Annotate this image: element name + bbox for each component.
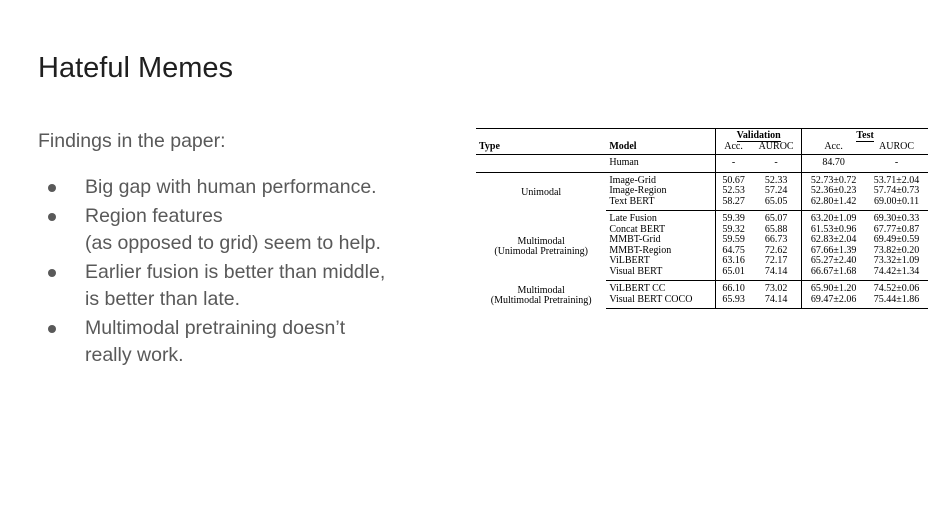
val-auroc-cell: 72.62 xyxy=(764,244,788,256)
test-acc-cell: 52.36±0.23 xyxy=(802,186,865,197)
test-auroc-cell: 73.82±0.20 xyxy=(873,244,920,256)
test-acc-cell: 65.27±2.40 xyxy=(802,256,865,267)
val-acc-cell: 59.59 xyxy=(716,235,751,246)
finding-item xyxy=(38,259,468,313)
type-line: (Multimodal Pretraining) xyxy=(490,295,592,306)
table-row xyxy=(476,172,928,186)
table-row xyxy=(476,155,928,173)
val-auroc-cell: 65.05 xyxy=(751,197,802,211)
section-multimodal-unimodal-pretraining xyxy=(476,211,928,281)
type-line: Multimodal xyxy=(517,284,565,296)
table-row xyxy=(476,211,928,225)
test-acc-cell: 84.70 xyxy=(802,155,865,173)
bullet-dot-icon xyxy=(48,184,56,192)
model-cell: Concat BERT xyxy=(609,223,666,235)
val-acc-cell: - xyxy=(716,155,751,173)
model-cell: MMBT-Grid xyxy=(609,234,661,245)
val-auroc-cell: 66.73 xyxy=(764,234,788,245)
val-auroc-cell: 65.07 xyxy=(764,213,788,224)
slide-subtitle: Findings in the paper: xyxy=(38,130,226,152)
test-auroc-cell: 53.71±2.04 xyxy=(873,174,920,186)
test-auroc-cell: 69.30±0.33 xyxy=(873,213,920,224)
section-human xyxy=(476,155,928,173)
model-cell: ViLBERT xyxy=(609,255,650,266)
val-acc-cell: 64.75 xyxy=(716,246,751,257)
val-acc-cell: 59.32 xyxy=(716,225,751,236)
header-test-acc: Acc. xyxy=(802,142,865,155)
val-acc-cell: 52.53 xyxy=(716,186,751,197)
model-cell: ViLBERT CC xyxy=(609,283,666,294)
model-cell: Late Fusion xyxy=(609,213,657,224)
val-acc-cell: 66.10 xyxy=(716,281,751,295)
test-auroc-cell: 73.32±1.09 xyxy=(873,255,920,266)
type-line: (Unimodal Pretraining) xyxy=(494,246,588,257)
table-row xyxy=(476,281,928,295)
val-auroc-cell: 74.14 xyxy=(751,295,802,309)
finding-text: Big gap with human performance. xyxy=(85,176,377,198)
test-acc-cell: 61.53±0.96 xyxy=(802,225,865,236)
test-acc-cell: 62.83±2.04 xyxy=(802,235,865,246)
test-auroc-cell: 69.49±0.59 xyxy=(873,234,920,245)
val-acc-cell: 59.39 xyxy=(716,211,751,225)
val-auroc-cell: 57.24 xyxy=(764,185,788,196)
val-acc-cell: 65.93 xyxy=(716,295,751,309)
test-auroc-cell: 57.74±0.73 xyxy=(873,185,920,196)
model-cell: Visual BERT xyxy=(606,267,715,281)
header-type: Type xyxy=(476,129,606,155)
val-acc-cell: 65.01 xyxy=(716,267,751,281)
finding-text: Earlier fusion is better than middle, is better than late. xyxy=(85,261,386,310)
test-acc-cell: 69.47±2.06 xyxy=(802,295,865,309)
type-cell xyxy=(476,211,606,281)
finding-item xyxy=(38,315,468,369)
header-test-auroc: AUROC xyxy=(865,142,928,155)
header-validation xyxy=(716,129,802,142)
type-cell: Unimodal xyxy=(521,186,562,198)
model-cell: Image-Region xyxy=(609,185,667,196)
test-auroc-cell: 69.00±0.11 xyxy=(865,197,928,211)
val-acc-cell: 58.27 xyxy=(716,197,751,211)
test-auroc-cell: 67.77±0.87 xyxy=(873,223,920,235)
slide-title: Hateful Memes xyxy=(38,52,234,84)
test-acc-cell: 65.90±1.20 xyxy=(802,281,865,295)
model-cell: MMBT-Region xyxy=(609,244,672,256)
findings-list xyxy=(38,174,468,371)
val-auroc-cell: 74.14 xyxy=(751,267,802,281)
finding-text: Region features (as opposed to grid) seem to help. xyxy=(85,205,381,254)
val-auroc-cell: 52.33 xyxy=(764,174,788,186)
model-cell: Visual BERT COCO xyxy=(606,295,715,309)
test-acc-cell: 52.73±0.72 xyxy=(802,172,865,186)
val-auroc-cell: 65.88 xyxy=(764,223,788,235)
bullet-dot-icon xyxy=(48,269,56,277)
test-acc-cell: 66.67±1.68 xyxy=(802,267,865,281)
header-test xyxy=(802,129,928,142)
test-auroc-cell: 74.52±0.06 xyxy=(873,283,920,294)
val-auroc-cell: 72.17 xyxy=(764,255,788,266)
type-cell xyxy=(476,281,606,309)
test-auroc-cell: - xyxy=(865,155,928,173)
header-validation-label: Validation xyxy=(736,130,781,141)
test-acc-cell: 63.20±1.09 xyxy=(802,211,865,225)
header-val-auroc: AUROC xyxy=(751,142,802,155)
test-acc-cell: 62.80±1.42 xyxy=(802,197,865,211)
test-auroc-cell: 74.42±1.34 xyxy=(865,267,928,281)
test-acc-cell: 67.66±1.39 xyxy=(802,246,865,257)
finding-item xyxy=(38,174,468,201)
model-cell: Human xyxy=(606,155,715,173)
results-table xyxy=(476,128,928,309)
model-cell: Image-Grid xyxy=(609,174,656,186)
results-table-figure xyxy=(476,128,928,309)
header-test-label: Test xyxy=(856,130,874,141)
type-cell xyxy=(476,155,606,173)
finding-item xyxy=(38,203,468,257)
val-auroc-cell: 73.02 xyxy=(764,283,788,294)
bullet-dot-icon xyxy=(48,325,56,333)
val-acc-cell: 63.16 xyxy=(716,256,751,267)
test-auroc-cell: 75.44±1.86 xyxy=(865,295,928,309)
section-unimodal xyxy=(476,172,928,211)
model-cell: Text BERT xyxy=(606,197,715,211)
type-line: Multimodal xyxy=(517,235,565,247)
finding-text: Multimodal pretraining doesn’t really work. xyxy=(85,317,346,366)
val-acc-cell: 50.67 xyxy=(716,172,751,186)
section-multimodal-multimodal-pretraining xyxy=(476,281,928,309)
bullet-dot-icon xyxy=(48,213,56,221)
val-auroc-cell: - xyxy=(751,155,802,173)
header-val-acc: Acc. xyxy=(716,142,751,155)
header-model: Model xyxy=(606,129,715,155)
